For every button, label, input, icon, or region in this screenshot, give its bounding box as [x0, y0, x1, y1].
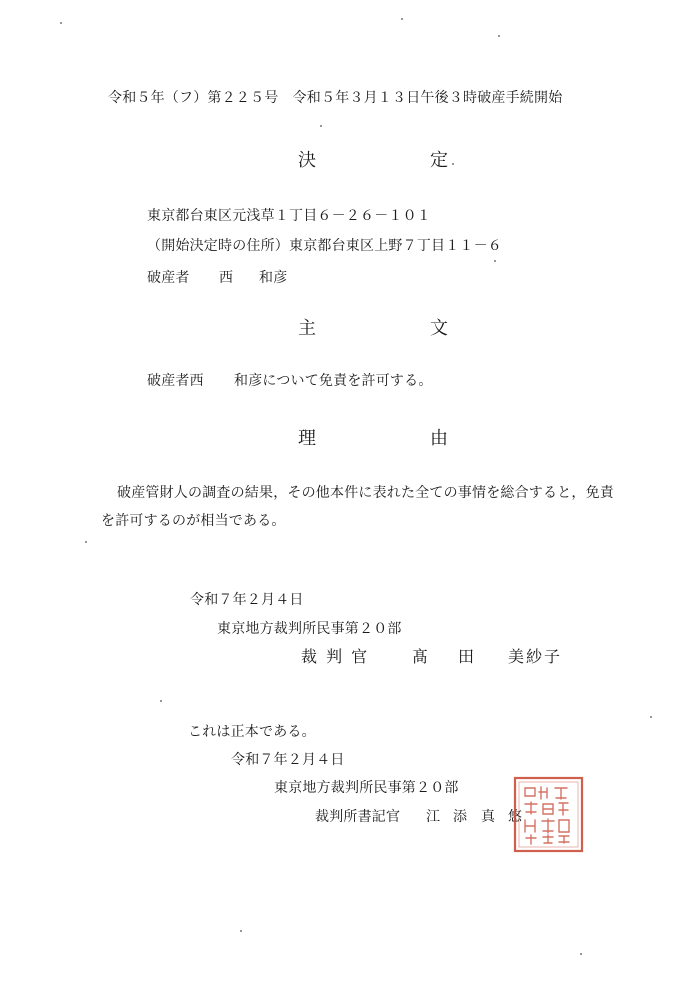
scan-speck [160, 700, 162, 702]
debtor-name-row [147, 269, 288, 287]
clerk-name-1: 江 [426, 809, 441, 825]
scan-speck [452, 163, 454, 165]
clerk-name-2: 添 [453, 809, 468, 825]
reason-heading-char-2: 由 [430, 428, 448, 449]
scan-speck [60, 22, 62, 24]
debtor-address: 東京都台東区元浅草１丁目６－２６－１０１ [147, 208, 431, 224]
reason-line-2: を許可するのが相当である。 [101, 513, 286, 529]
main-text-part-1: 破産者西 [147, 373, 204, 389]
debtor-surname: 西 [219, 270, 234, 286]
scan-speck [320, 125, 322, 127]
decision-court: 東京地方裁判所民事第２０部 [217, 621, 402, 637]
decision-date: 令和７年２月４日 [190, 592, 304, 608]
scan-speck [650, 716, 652, 718]
judge-name-1: 髙 [412, 647, 431, 666]
judge-name-3: 美紗子 [508, 647, 563, 666]
title-char-1: 決 [298, 150, 316, 171]
scan-speck [85, 541, 87, 543]
official-seal-stamp [513, 776, 584, 853]
scan-speck [494, 260, 496, 262]
main-heading-char-1: 主 [298, 318, 316, 339]
certification-court: 東京地方裁判所民事第２０部 [274, 780, 459, 796]
main-text [147, 372, 433, 390]
scan-speck [580, 953, 582, 955]
debtor-label: 破産者 [147, 270, 190, 286]
main-heading-char-2: 文 [430, 318, 448, 339]
scan-speck [240, 930, 242, 932]
judge-title: 裁 判 官 [301, 647, 370, 666]
case-number-line: 令和５年（フ）第２２５号 令和５年３月１３日午後３時破産手続開始 [108, 90, 563, 106]
title-char-2: 定 [430, 150, 448, 171]
scan-speck [401, 18, 403, 20]
reason-heading-char-1: 理 [298, 428, 316, 449]
main-text-part-2: 和彦について免責を許可する。 [234, 373, 433, 389]
certification-statement: これは正本である。 [188, 724, 316, 740]
debtor-given-name: 和彦 [259, 270, 288, 286]
judge-name-2: 田 [458, 647, 477, 666]
clerk-title: 裁判所書記官 [315, 809, 401, 825]
scan-speck [498, 35, 500, 37]
clerk-name-4: 悠 [508, 809, 523, 825]
certification-date: 令和７年２月４日 [231, 752, 345, 768]
debtor-prior-address: （開始決定時の住所）東京都台東区上野７丁目１１－６ [147, 238, 502, 254]
reason-line-1: 破産管財人の調査の結果，その他本件に表れた全ての事情を総合すると，免責 [117, 485, 614, 501]
clerk-name-3: 真 [481, 809, 496, 825]
